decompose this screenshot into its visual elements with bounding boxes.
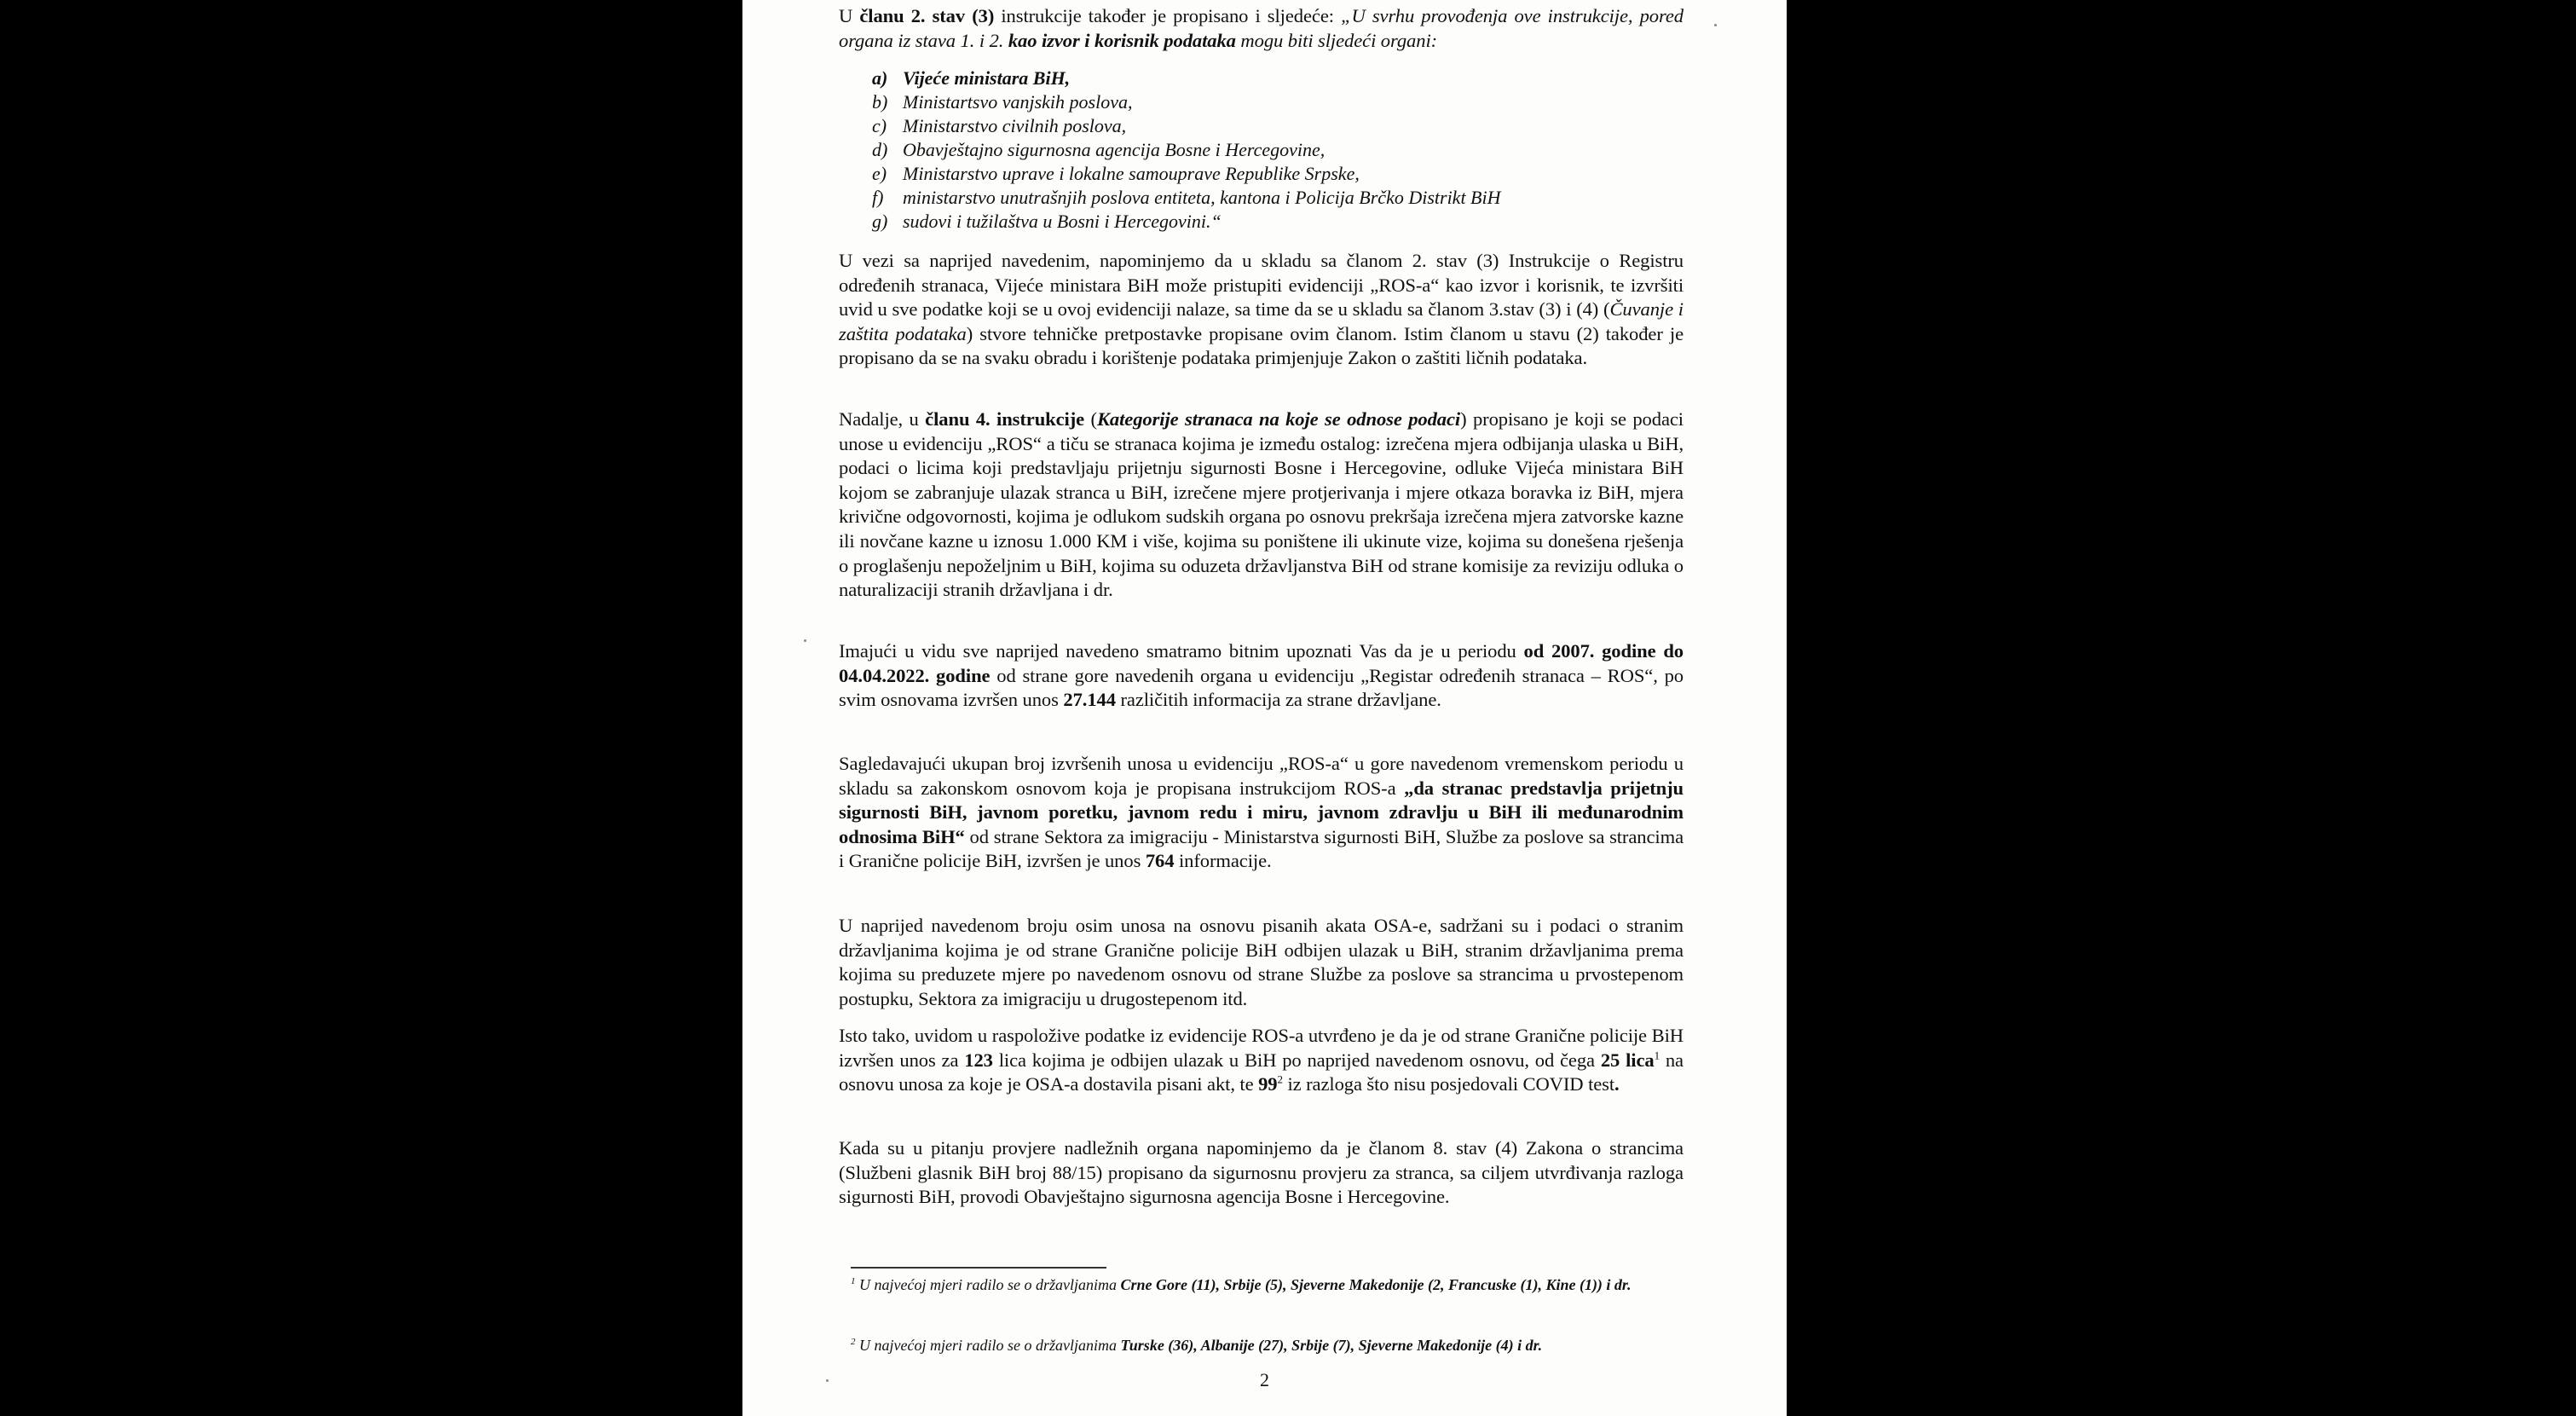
list-item: d) Obavještajno sigurnosna agencija Bosne i Hercegovine, [872, 139, 1326, 160]
paragraph-data-content: U naprijed navedenom broju osim unosa na osnovu pisanih akata OSA-e, sadržani su i podaci o stranim državljanima kojima je od strane Granične policije BiH odbijen ulazak u BiH, stranim državljanima prema kojima su preduzete mjere po navedenom osnovu od strane Službe za poslove sa strancima u prvostepenom postupku, Sektora za imigraciju u drugostepenom itd. [839, 915, 1684, 1009]
scan-speck [804, 639, 806, 642]
list-item: e) Ministarstvo uprave i lokalne samouprave Republike Srpske, [872, 163, 1360, 184]
paragraph-ros-access: U vezi sa naprijed navedenim, napominjemo da u skladu sa članom 2. stav (3) Instrukcije o Registru određenih stranaca, Vijeće ministara BiH može pristupiti evidenciji „ROS-a“ kao izvor i korisnik, te izvršiti uvid u sve podatke koji se u ovoj evidenciji nalaze, sa time da se u skladu sa članom 3.stav (3) i (4) (Čuvanje i zaštita podataka) stvore tehničke pretpostavke propisane ovim članom. Istim članom u stavu (2) također je propisano da se na svaku obradu i korištenje podataka primjenjuje Zakon o zaštiti ličnih podataka. [839, 250, 1684, 369]
paragraph-security-threat: Sagledavajući ukupan broj izvršenih unosa u evidenciju „ROS-a“ u gore navedenom vremenskom periodu u skladu sa zakonskom osnovom koja je propisana instrukcijom ROS-a „da stranac predstavlja prijetnju sigurnosti BiH, javnom poretku, javnom redu i miru, javnom zdravlju u BiH ili međunarodnim odnosima BiH“ od strane Sektora za imigraciju - Ministarstva sigurnosti BiH, Službe za poslove sa strancima i Granične policije BiH, izvršen je unos 764 informacije. [839, 753, 1684, 872]
paragraph-border-police: Isto tako, uvidom u raspoložive podatke iz evidencije ROS-a utvrđeno je da je od strane Granične policije BiH izvršen unos za 123 lica kojima je odbijen ulazak u BiH po naprijed navedenom osnovu, od čega 25 lica$^1$ na osnovu unosa za koje je OSA-a dostavila pisani akt, te $99^2$ iz razloga što nisu posjedovali COVID test. [839, 1025, 1684, 1095]
scan-speck [826, 1379, 829, 1382]
list-item: b) Ministartsvo vanjskih poslova, [872, 91, 1133, 113]
paragraph-security-check: Kada su u pitanju provjere nadležnih organa napominjemo da je članom 8. stav (4) Zakona o strancima (Službeni glasnik BiH broj 88/15) propisano da sigurnosnu provjeru za stranca, sa ciljem utvrđivanja razloga sigurnosti BiH, provodi Obavještajno sigurnosna agencija Bosne i Hercegovine. [839, 1137, 1684, 1208]
footnote-1: $^1$ U najvećoj mjeri radilo se o državljanima Crne Gore (11), Srbije (5), Sjeverne Makedonije (2, Francuske (1), Kine (1)) i dr. [851, 1276, 1632, 1293]
page-number: 2 [1260, 1369, 1269, 1390]
list-item: c) Ministarstvo civilnih poslova, [872, 115, 1127, 136]
document-page [742, 0, 1787, 1416]
scan-speck [1714, 24, 1717, 26]
paragraph-article-4: Nadalje, u članu 4. instrukcije (Kategorije stranaca na koje se odnose podaci) propisano je koji se podaci unose u evidenciju „ROS“ a tiču se stranaca kojima je između ostalog: izrečena mjera odbijanja ulaska u BiH, podaci o licima koji predstavljaju prijetnju sigurnosti Bosne i Hercegovine, odluke Vijeća ministara BiH kojom se zabranjuje ulazak stranca u BiH, izrečene mjere protjerivanja i mjere otkaza boravka iz BiH, mjera krivične odgovornosti, kojima je odlukom sudskih organa po osnovu prekršaja izrečena mjera zatvorske kazne ili novčane kazne u iznosu 1.000 KM i više, kojima su poništene ili ukinute vize, kojima su donešena rješenja o proglašenju nepoželjnim u BiH, kojima su oduzeta državljanstva BiH od strane komisije za reviziju odluka o naturalizaciji stranih državljana i dr. [839, 408, 1684, 601]
paragraph-period-entries: Imajući u vidu sve naprijed navedeno smatramo bitnim upoznati Vas da je u periodu od 2007. godine do 04.04.2022. godine od strane gore navedenih organa u evidenciju „Registar određenih stranaca – ROS“, po svim osnovama izvršen unos 27.144 različitih informacija za strane državljane. [839, 640, 1684, 711]
paragraph-article-2: U članu 2. stav (3) instrukcije također je propisano i sljedeće: „U svrhu provođenja ove instrukcije, pored organa iz stava 1. i 2. kao izvor i korisnik podataka mogu biti sljedeći organi: [839, 5, 1684, 51]
footnote-separator [851, 1267, 1106, 1269]
list-item: a) Vijeće ministara BiH, [872, 67, 1071, 89]
list-item: g) sudovi i tužilaštva u Bosni i Hercegovini.“ [872, 211, 1222, 232]
footnote-2: $^2$ U najvećoj mjeri radilo se o državljanima Turske (36), Albanije (27), Srbije (7), Sjeverne Makedonije (4) i dr. [851, 1337, 1543, 1354]
list-item: f) ministarstvo unutrašnjih poslova entiteta, kantona i Policija Brčko Distrikt BiH [872, 187, 1501, 208]
